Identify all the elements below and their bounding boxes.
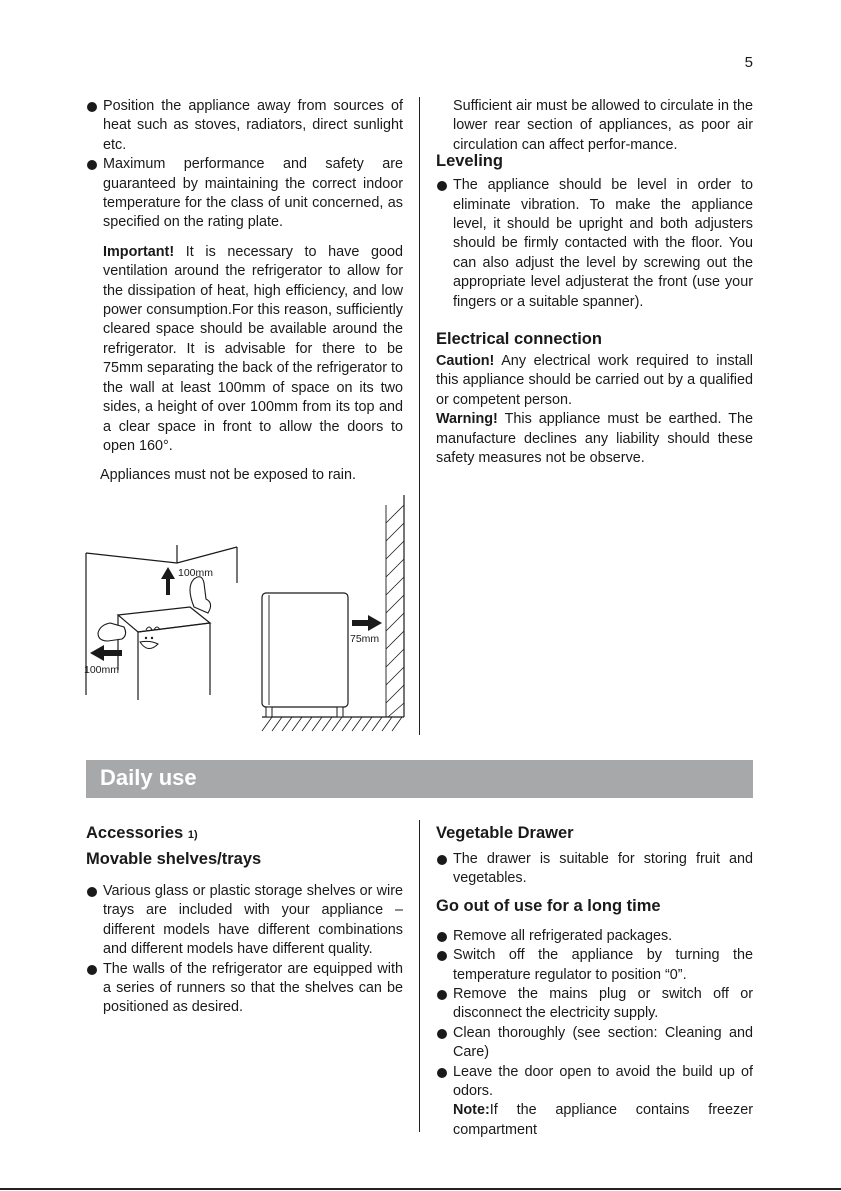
page-number: 5 xyxy=(744,54,753,71)
top-clearance-label: 100mm xyxy=(178,567,214,579)
list-item: Various glass or plastic storage shelves or wire trays are included with your appliance – different models have different combinations and different models have different quality. xyxy=(86,882,403,960)
note-text: If the appliance contains freezer compartment xyxy=(453,1102,753,1138)
caution-label: Caution! xyxy=(436,353,495,370)
clearance-diagram xyxy=(82,495,412,735)
accessories-heading xyxy=(86,822,403,846)
rain-note: Appliances must not be exposed to rain. xyxy=(100,467,356,484)
list-item: The walls of the refrigerator are equipped with a series of runners so that the shelves can be positioned as desired. xyxy=(86,960,403,1018)
section-header-bar xyxy=(86,760,753,798)
daily-use-left-column xyxy=(86,822,403,1018)
accessories-heading-text: Accessories xyxy=(86,824,184,842)
caution-paragraph xyxy=(436,352,753,410)
list-item: Switch off the appliance by turning the temperature regulator to position “0”. xyxy=(436,946,753,985)
installation-right-column xyxy=(436,97,753,469)
daily-use-right-column xyxy=(436,822,753,1140)
warning-text: This appliance must be earthed. The manufacture declines any liability should these safety measures not be observe. xyxy=(436,411,753,467)
air-circulation-note: Sufficient air must be allowed to circulate in the lower rear section of appliances, as poor air circulation can affect perfor-mance. xyxy=(453,98,753,153)
list-item: Position the appliance away from sources of heat such as stoves, radiators, direct sunlight etc. xyxy=(86,97,403,155)
leveling-heading: Leveling xyxy=(436,152,503,171)
warning-paragraph xyxy=(436,410,753,468)
shelves-heading: Movable shelves/trays xyxy=(86,850,262,868)
page-bottom-rule xyxy=(0,1188,841,1190)
list-item: Remove all refrigerated packages. xyxy=(436,927,753,946)
list-item: Clean thoroughly (see section: Cleaning and Care) xyxy=(436,1024,753,1063)
caution-text: Any electrical work required to install this appliance should be carried out by a qualified or competent person. xyxy=(436,353,753,408)
clearance-illustration xyxy=(82,495,412,735)
installation-left-column xyxy=(86,97,403,486)
warning-label: Warning! xyxy=(436,411,498,428)
note-paragraph xyxy=(436,1101,753,1140)
side-clearance-label: 100mm xyxy=(84,664,120,676)
list-item: The drawer is suitable for storing fruit and vegetables. xyxy=(436,850,753,889)
list-item: Remove the mains plug or switch off or disconnect the electricity supply. xyxy=(436,985,753,1024)
vegetable-drawer-heading: Vegetable Drawer xyxy=(436,824,574,842)
back-clearance-label: 75mm xyxy=(350,633,380,645)
out-of-use-heading: Go out of use for a long time xyxy=(436,896,661,915)
important-label: Important! xyxy=(103,243,175,260)
electrical-connection-heading: Electrical connection xyxy=(436,330,602,349)
section-title: Daily use xyxy=(100,765,197,790)
column-divider xyxy=(419,820,420,1132)
list-item: Maximum performance and safety are guaranteed by maintaining the correct indoor temperature for the class of unit concerned, as specified on the rating plate. xyxy=(86,155,403,233)
important-paragraph xyxy=(86,243,403,456)
list-item: The appliance should be level in order to eliminate vibration. To make the appliance level, it should be upright and both adjusters should be firmly contacted with the floor. You can also adjust the level by screwing out the appropriate level adjusterat the front (use your fingers or a suitable spanner). xyxy=(436,176,753,312)
important-text: It is necessary to have good ventilation around the refrigerator to allow for the dissipation of heat, high efficiency, and low power consumption.For this reason, sufficiently cleared space should be available around the refrigerator. It is advisable for there to be 75mm separating the back of the refrigerator to the wall at least 100mm of space on its two sides, a height of over 100mm from its top and a clear space in front to allow the doors to open 160°. xyxy=(103,243,403,454)
note-label: Note: xyxy=(453,1102,490,1119)
column-divider xyxy=(419,97,420,735)
footnote-marker: 1) xyxy=(187,829,198,841)
list-item: Leave the door open to avoid the build up of odors. xyxy=(436,1063,753,1102)
